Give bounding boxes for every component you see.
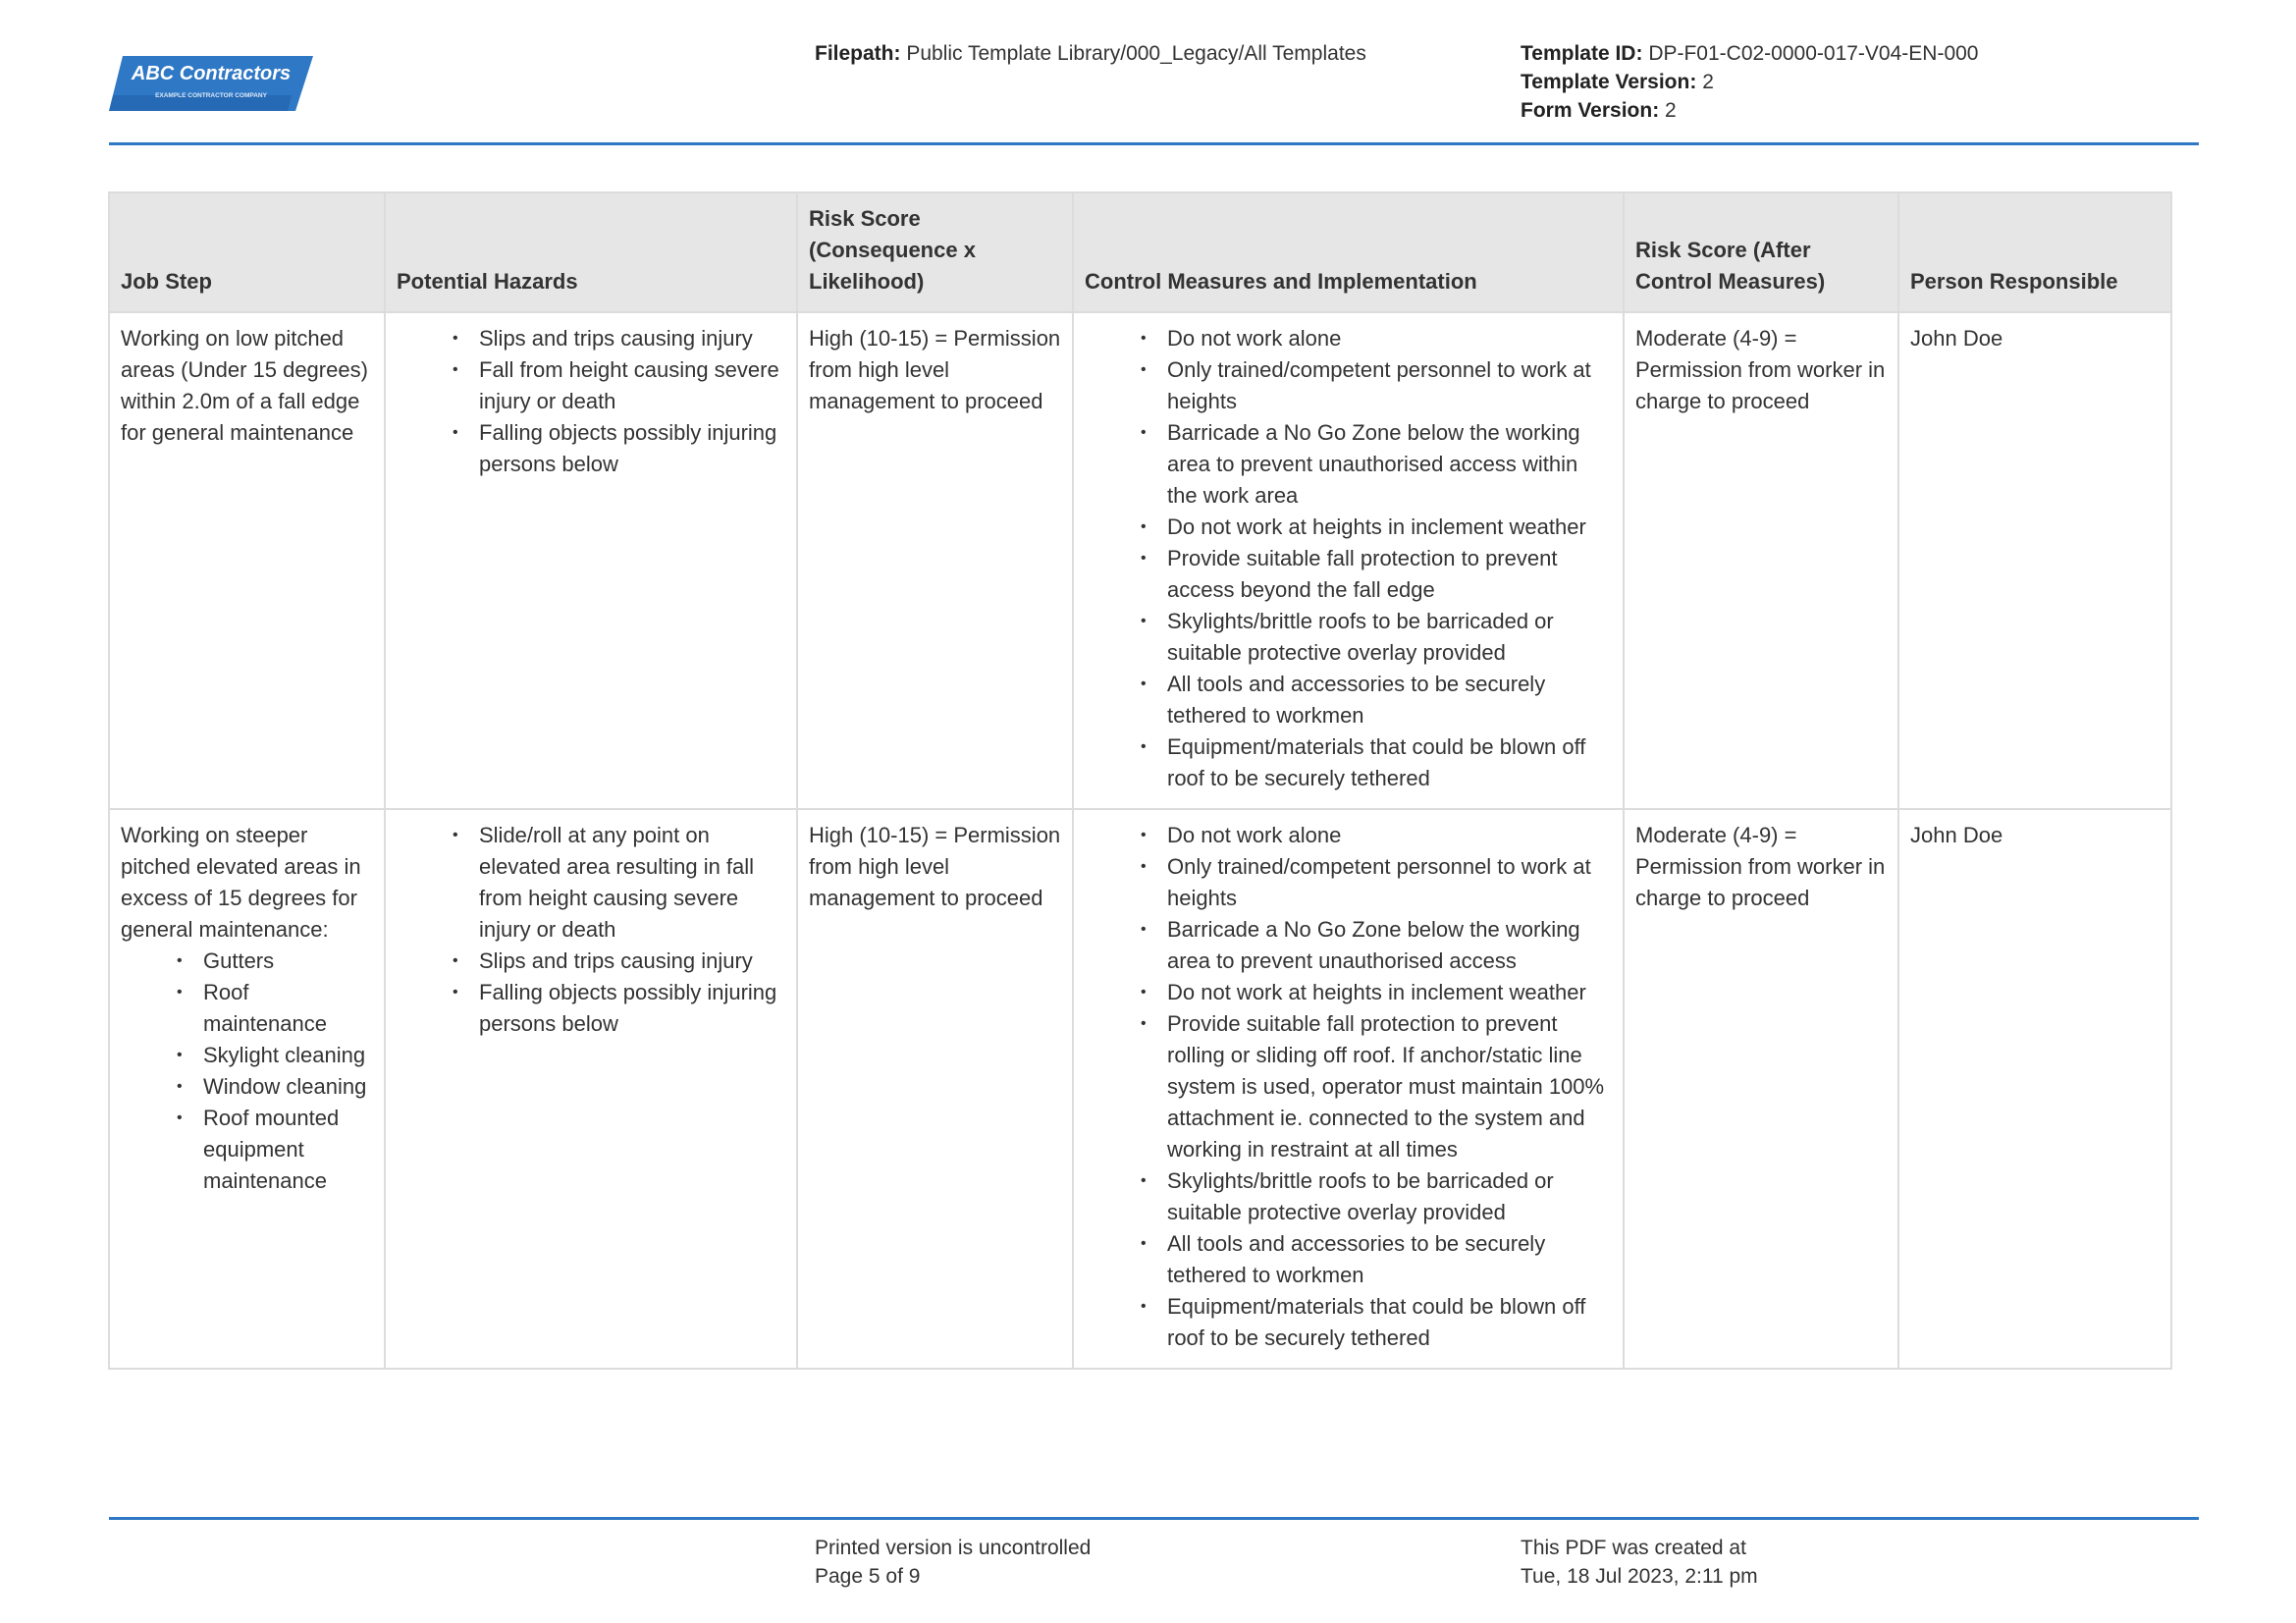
job-step-cell [109, 312, 385, 809]
page-header [109, 39, 2199, 145]
control-measure-item: • Do not work at heights in inclement weather [1167, 512, 1612, 543]
risk-assessment-table [108, 191, 2172, 1370]
company-logo [109, 54, 315, 113]
filepath-label: Filepath: [815, 42, 901, 65]
footer-right [1521, 1534, 1758, 1591]
control-measure-item: • Do not work at heights in inclement weather [1167, 977, 1612, 1008]
risk-score-after-cell [1624, 312, 1898, 809]
footer-divider [109, 1517, 2199, 1520]
job-step-sublist [203, 946, 373, 1197]
control-measures-list [1167, 323, 1612, 794]
person-responsible-text: John Doe [1910, 823, 2003, 847]
template-id-value: DP-F01-C02-0000-017-V04-EN-000 [1648, 42, 1979, 65]
person-responsible-cell [1898, 809, 2171, 1369]
hazards-list [479, 323, 785, 480]
template-version-value: 2 [1702, 71, 1714, 93]
header-job-step: Job Step [109, 192, 385, 312]
control-measure-item: • Equipment/materials that could be blown off roof to be securely tethered [1167, 1291, 1612, 1354]
template-version-label: Template Version: [1521, 71, 1697, 93]
control-measures-list [1167, 820, 1612, 1354]
control-measure-item: • Do not work alone [1167, 323, 1612, 354]
header-potential-hazards: Potential Hazards [385, 192, 797, 312]
control-measure-item: • Equipment/materials that could be blown off roof to be securely tethered [1167, 731, 1612, 794]
job-step-subitem: • Roof maintenance [203, 977, 373, 1040]
logo-tagline: EXAMPLE CONTRACTOR COMPANY [155, 92, 267, 99]
table-row [109, 809, 2171, 1369]
risk-score-cell [797, 312, 1073, 809]
page-number: Page 5 of 9 [815, 1565, 921, 1588]
created-label: This PDF was created at [1521, 1537, 1746, 1559]
hazards-cell [385, 312, 797, 809]
person-responsible-text: John Doe [1910, 326, 2003, 351]
job-step-text: Working on low pitched areas (Under 15 degrees) within 2.0m of a fall edge for general maintenance [121, 326, 368, 445]
control-measure-item: • Do not work alone [1167, 820, 1612, 851]
form-version-line [1521, 96, 1978, 125]
filepath-block [815, 39, 1366, 68]
hazard-item: • Slips and trips causing injury [479, 946, 785, 977]
control-measure-item: • Barricade a No Go Zone below the working area to prevent unauthorised access [1167, 914, 1612, 977]
filepath-value: Public Template Library/000_Legacy/All Templates [906, 42, 1366, 65]
hazards-list [479, 820, 785, 1040]
header-divider [109, 142, 2199, 145]
risk-score-text: High (10-15) = Permission from high level management to proceed [809, 326, 1061, 413]
header-control-measures: Control Measures and Implementation [1073, 192, 1624, 312]
risk-score-after-text: Moderate (4-9) = Permission from worker in charge to proceed [1635, 823, 1886, 910]
job-step-subitem: • Window cleaning [203, 1071, 373, 1103]
job-step-subitem: • Skylight cleaning [203, 1040, 373, 1071]
form-version-label: Form Version: [1521, 99, 1660, 122]
hazard-item: • Falling objects possibly injuring persons below [479, 977, 785, 1040]
hazard-item: • Slips and trips causing injury [479, 323, 785, 354]
control-measure-item: • Provide suitable fall protection to prevent rolling or sliding off roof. If anchor/static line system is used, operator must maintain 100% attachment ie. connected to the system and working in restraint at all times [1167, 1008, 1612, 1165]
risk-score-text: High (10-15) = Permission from high level management to proceed [809, 823, 1061, 910]
table-header-row [109, 192, 2171, 312]
header-person-responsible: Person Responsible [1898, 192, 2171, 312]
job-step-subitem: • Gutters [203, 946, 373, 977]
hazard-item: • Slide/roll at any point on elevated area resulting in fall from height causing severe injury or death [479, 820, 785, 946]
template-id-line [1521, 39, 1978, 68]
control-measure-item: • Barricade a No Go Zone below the working area to prevent unauthorised access within the work area [1167, 417, 1612, 512]
header-risk-score: Risk Score (Consequence x Likelihood) [797, 192, 1073, 312]
template-id-label: Template ID: [1521, 42, 1643, 65]
risk-score-after-cell [1624, 809, 1898, 1369]
hazard-item: • Falling objects possibly injuring persons below [479, 417, 785, 480]
job-step-cell [109, 809, 385, 1369]
control-measure-item: • All tools and accessories to be securely tethered to workmen [1167, 669, 1612, 731]
control-measure-item: • Skylights/brittle roofs to be barricaded or suitable protective overlay provided [1167, 1165, 1612, 1228]
control-measure-item: • Only trained/competent personnel to work at heights [1167, 851, 1612, 914]
risk-score-after-text: Moderate (4-9) = Permission from worker in charge to proceed [1635, 326, 1886, 413]
logo-name: ABC Contractors [131, 63, 292, 84]
uncontrolled-notice: Printed version is uncontrolled [815, 1537, 1092, 1559]
control-measure-item: • Only trained/competent personnel to work at heights [1167, 354, 1612, 417]
footer-left [815, 1534, 1091, 1591]
template-version-line [1521, 68, 1978, 96]
job-step-text: Working on steeper pitched elevated areas in excess of 15 degrees for general maintenance: [121, 823, 361, 942]
table-row [109, 312, 2171, 809]
form-version-value: 2 [1665, 99, 1677, 122]
risk-score-cell [797, 809, 1073, 1369]
hazards-cell [385, 809, 797, 1369]
header-risk-score-after: Risk Score (After Control Measures) [1624, 192, 1898, 312]
control-measure-item: • Provide suitable fall protection to prevent access beyond the fall edge [1167, 543, 1612, 606]
control-measures-cell [1073, 809, 1624, 1369]
control-measure-item: • Skylights/brittle roofs to be barricaded or suitable protective overlay provided [1167, 606, 1612, 669]
control-measures-cell [1073, 312, 1624, 809]
hazard-item: • Fall from height causing severe injury or death [479, 354, 785, 417]
person-responsible-cell [1898, 312, 2171, 809]
created-date: Tue, 18 Jul 2023, 2:11 pm [1521, 1565, 1758, 1588]
job-step-subitem: • Roof mounted equipment maintenance [203, 1103, 373, 1197]
control-measure-item: • All tools and accessories to be securely tethered to workmen [1167, 1228, 1612, 1291]
template-info-block [1521, 39, 1978, 125]
